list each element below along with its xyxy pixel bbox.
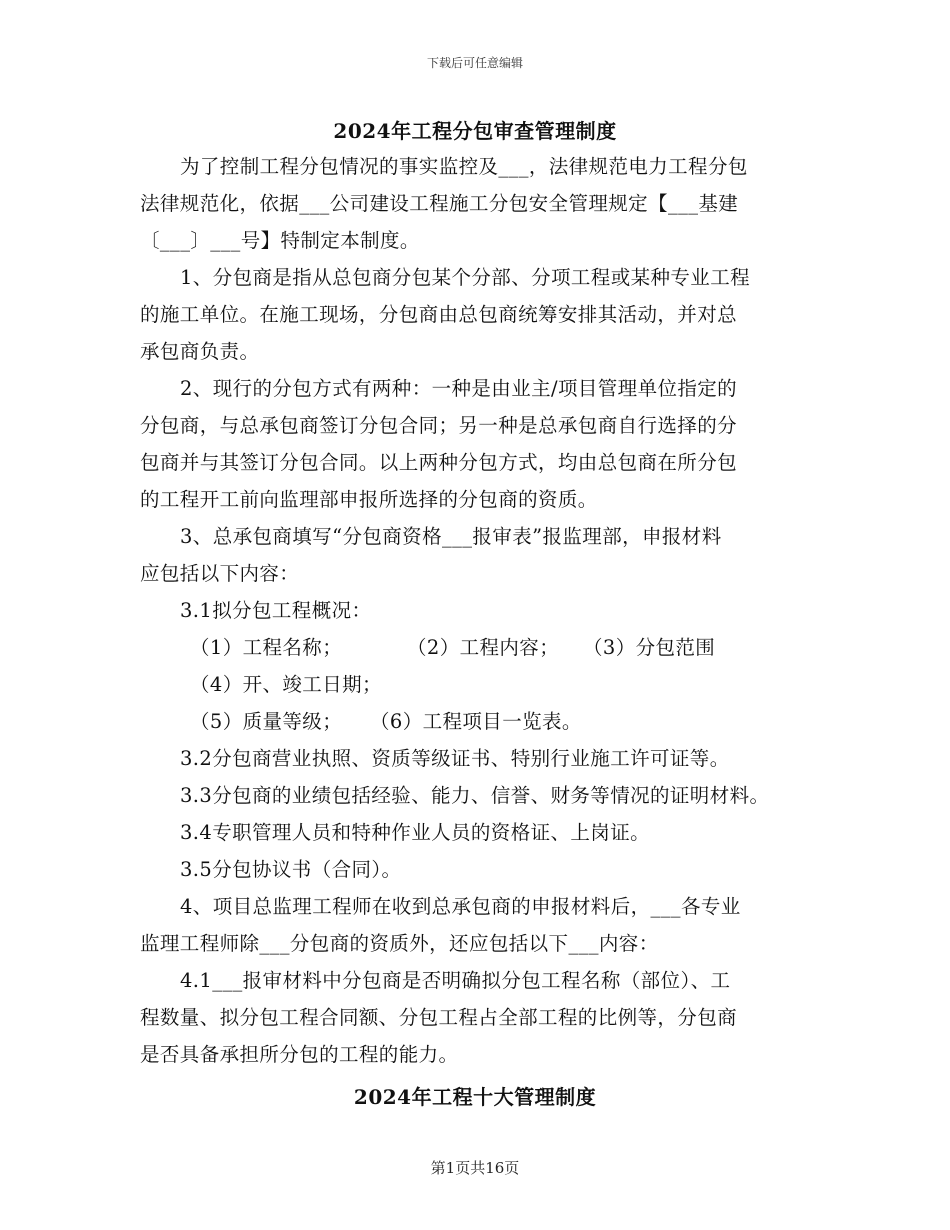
paragraph-line: 为了控制工程分包情况的事实监控及___，法律规范电力工程分包 (180, 155, 748, 178)
list-item: （1）工程名称； (190, 636, 343, 659)
paragraph-line: 3.5分包协议书（合同）。 (180, 858, 402, 881)
paragraph-line: 法律规范化，依据___公司建设工程施工分包安全管理规定【___基建 (140, 192, 739, 215)
document-title: 2024年工程分包审查管理制度 (333, 119, 617, 143)
paragraph-line: 包商并与其签订分包合同。以上两种分包方式，均由总包商在所分包 (140, 451, 738, 474)
section-title: 2024年工程十大管理制度 (353, 1085, 597, 1109)
paragraph-line: 4、项目总监理工程师在收到总承包商的申报材料后，___各专业 (180, 895, 741, 918)
list-item: （4）开、竣工日期； (190, 673, 382, 696)
item-row (140, 703, 830, 740)
paragraph-line: 〔___〕___号】特制定本制度。 (140, 229, 420, 252)
paragraph-line: 3、总承包商填写“分包商资格___报审表”报监理部，申报材料 (180, 525, 722, 548)
document-body (140, 148, 830, 1073)
paragraph-line: 3.1拟分包工程概况： (180, 599, 372, 622)
paragraph-line: 1、分包商是指从总包商分包某个分部、分项工程或某种专业工程 (180, 266, 751, 289)
page-footer: 第1页共16页 (430, 1159, 520, 1177)
paragraph-line: 分包商，与总承包商签订分包合同；另一种是总承包商自行选择的分 (140, 414, 738, 437)
paragraph-line: 应包括以下内容： (140, 562, 300, 585)
list-item: （3）分包范围 (583, 636, 716, 659)
paragraph-line: 的工程开工前向监理部申报所选择的分包商的资质。 (140, 488, 598, 511)
paragraph-line: 是否具备承担所分包的工程的能力。 (140, 1043, 459, 1066)
paragraph-line: 的施工单位。在施工现场，分包商由总包商统筹安排其活动，并对总 (140, 303, 738, 326)
paragraph-line: 3.2分包商营业执照、资质等级证书、特别行业施工许可证等。 (180, 747, 730, 770)
list-item: （2）工程内容； (407, 636, 560, 659)
paragraph-line: 监理工程师除___分包商的资质外，还应包括以下___内容： (140, 932, 659, 955)
item-row (140, 629, 830, 666)
item-row (140, 666, 830, 703)
paragraph-line: 3.3分包商的业绩包括经验、能力、信誉、财务等情况的证明材料。 (180, 784, 770, 807)
paragraph-line: 3.4专职管理人员和特种作业人员的资格证、上岗证。 (180, 821, 651, 844)
list-item: （5）质量等级； (190, 710, 343, 733)
list-item: （6）工程项目一览表。 (370, 710, 582, 733)
paragraph-line: 承包商负责。 (140, 340, 260, 363)
paragraph-line: 2、现行的分包方式有两种：一种是由业主/项目管理单位指定的 (180, 377, 738, 400)
paragraph-line: 程数量、拟分包工程合同额、分包工程占全部工程的比例等，分包商 (140, 1006, 738, 1029)
paragraph-line: 4.1___报审材料中分包商是否明确拟分包工程名称（部位）、工 (180, 969, 731, 992)
page-header-note: 下载后可任意编辑 (426, 56, 523, 70)
